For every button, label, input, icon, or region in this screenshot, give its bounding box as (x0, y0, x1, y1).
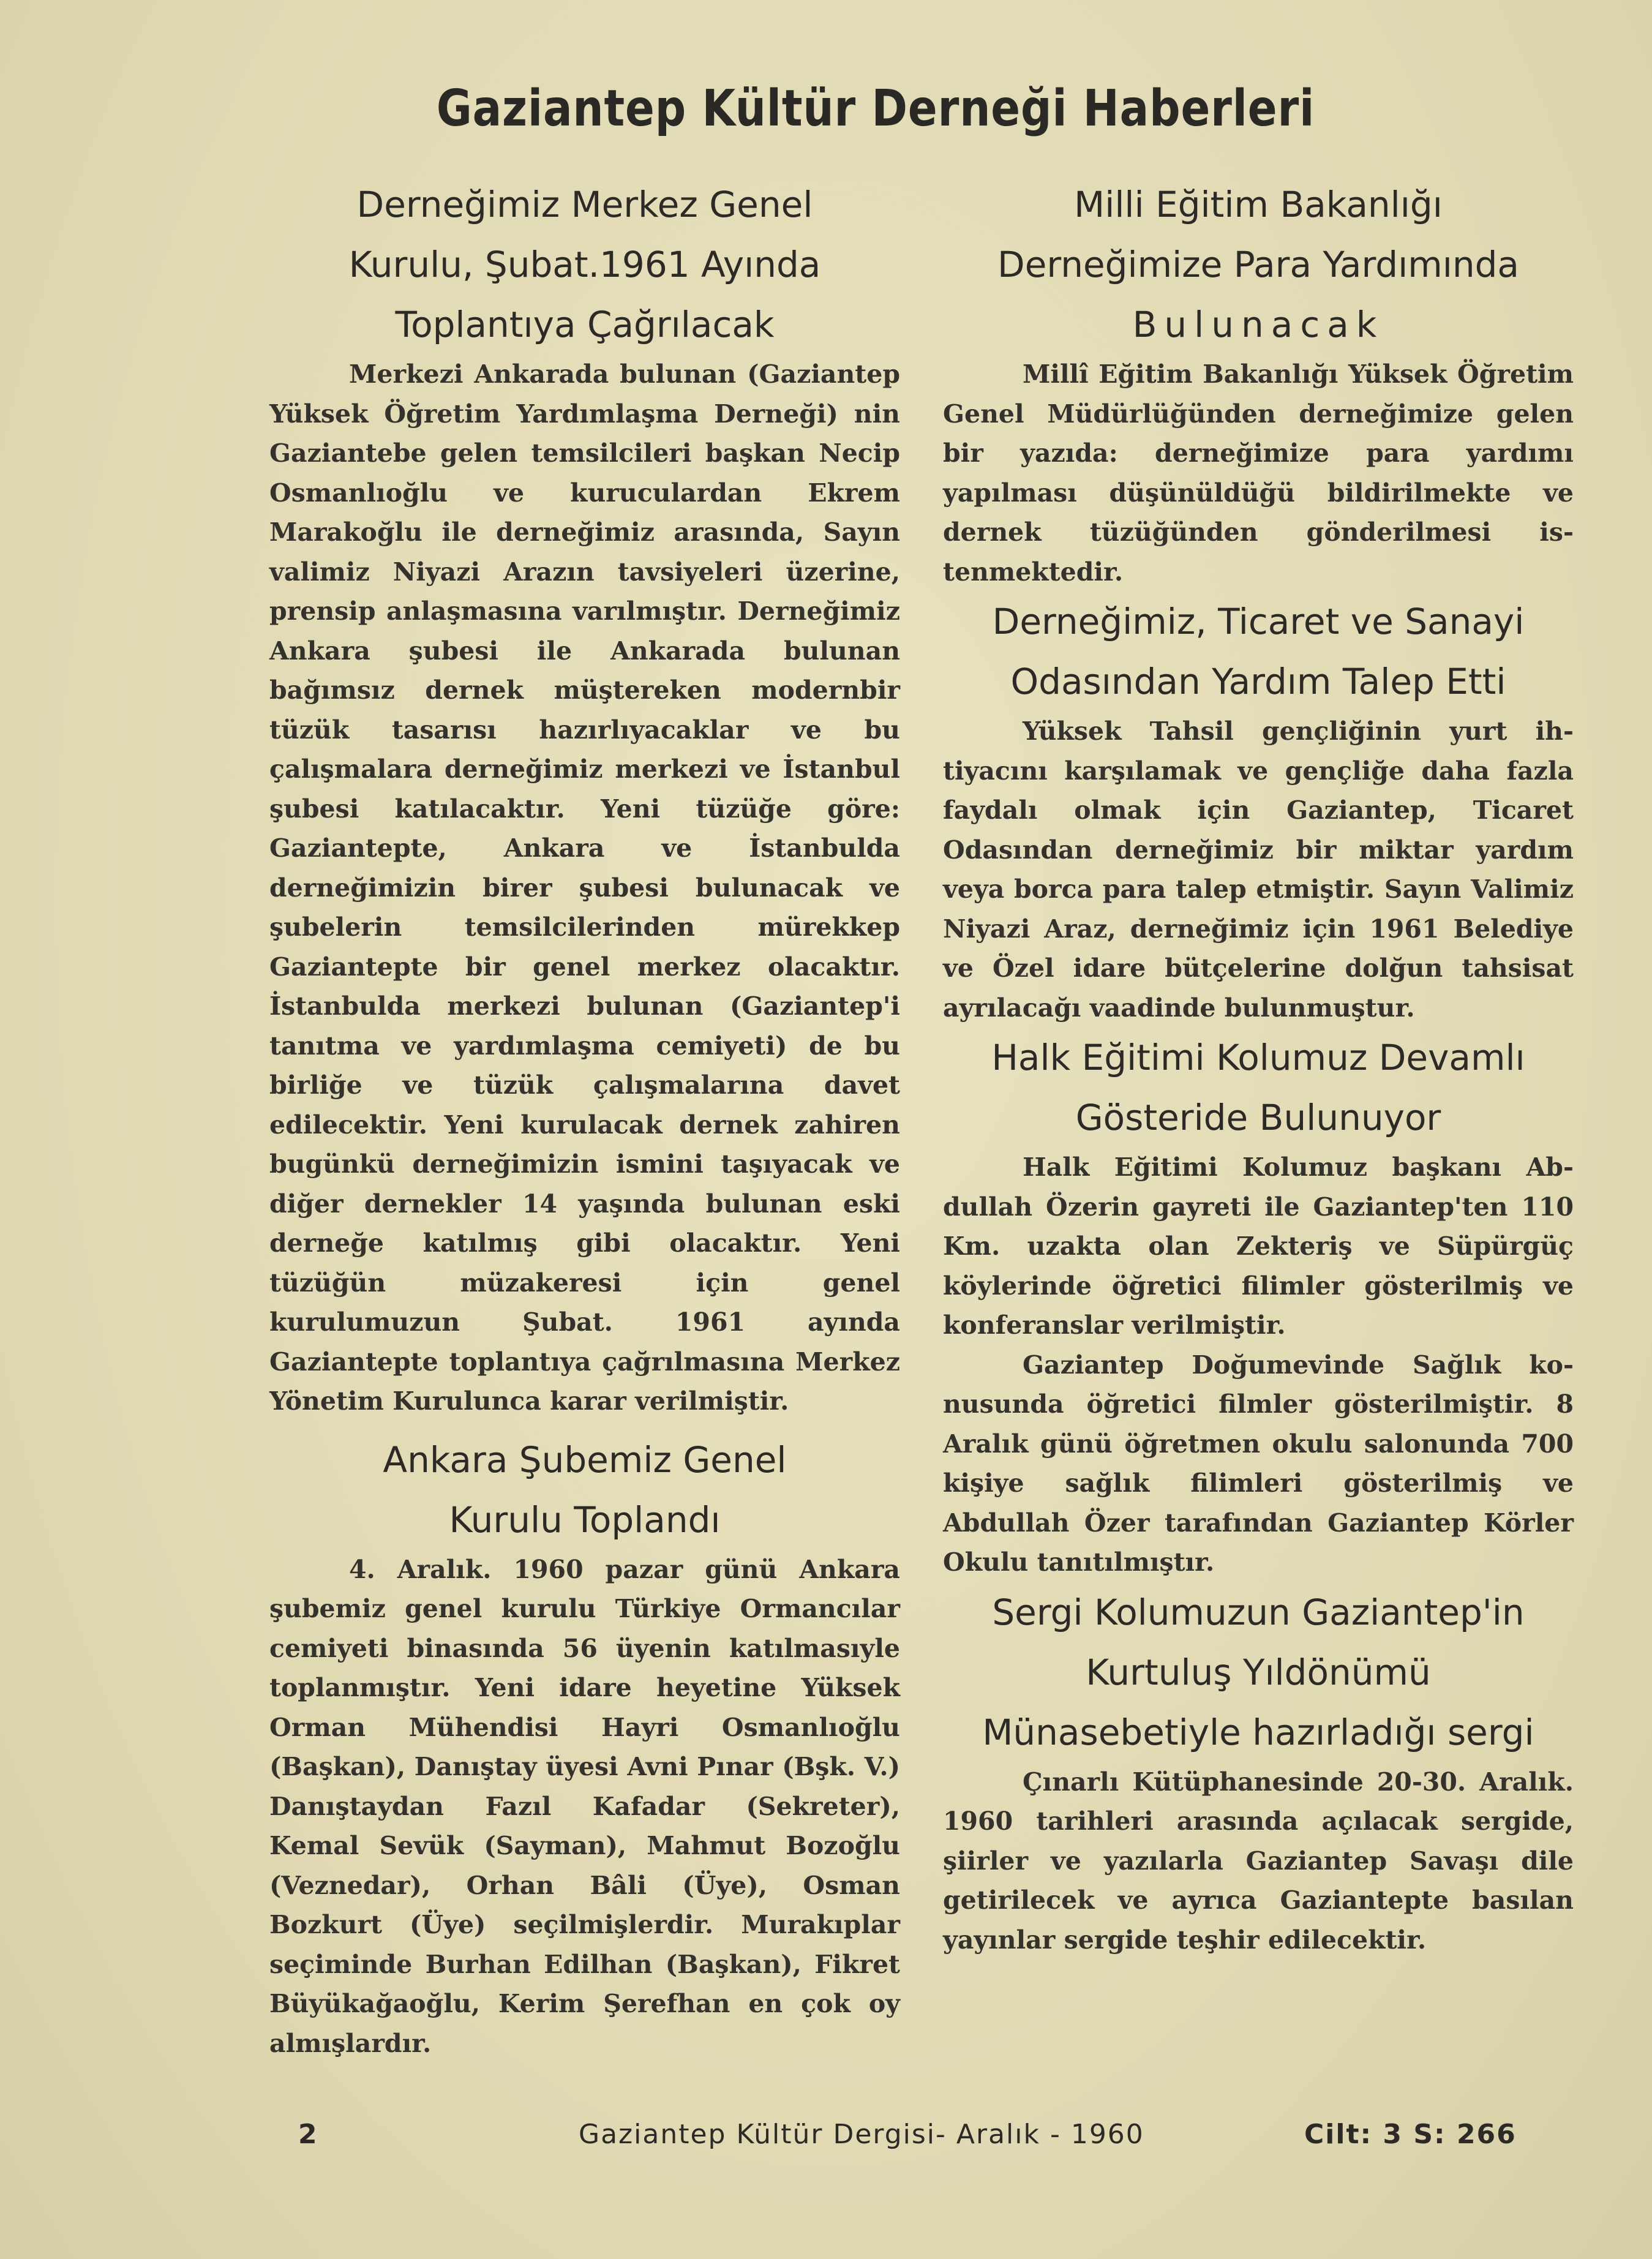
article-ticaret-odasi (943, 592, 1574, 1028)
article-title-line: Toplantıya Çağrılacak (395, 304, 775, 345)
article-body: 4. Aralık. 1960 pazar günü Ankara şubemiz genel kurulu Türkiye Ormancılar cemiyeti binasında 56 üyenin katılmasıyle toplanmıştır. Yeni idare heyetine Yüksek Orman Mühendisi Hayri Osmanlıoğlu (Başkan), Danıştay üyesi Avni Pınar (Bşk. V.) Danıştaydan Fazıl Kafadar (Sekreter), Kemal Sevük (Sayman), Mahmut Bozoğlu (Veznedar), Orhan Bâli (Üye), Osman Bozkurt (Üye) seçilmişlerdir. Murakıplar seçiminde Burhan Edilhan (Başkan), Fikret Büyükağaoğlu, Kerim Şerefhan en çok oy almışlardır. (269, 1554, 900, 2058)
left-column (269, 175, 900, 2063)
article-body: Çınarlı Kütüphanesinde 20-30. Aralık. 1960 tarihleri arasında açılacak sergide, şiirler ve yazılarla Gaziantep Savaşı dile getirilecek ve ayrıca Gaziantepte basılan yayınlar sergide teşhir edilecektir. (943, 1767, 1574, 1955)
article-body: Yüksek Tahsil gençliğinin yurt ihtiyacını karşılamak ve gençliğe daha fazla faydalı olmak için Gaziantep, Ticaret Odasından derneğimiz bir miktar yardım veya borca para talep etmiştir. Sayın Valimiz Niyazi Araz, derneğimiz için 1961 Belediye ve Özel idare bütçelerine dolğun tahsisat ayrılacağı vaadinde bulunmuştur. (943, 716, 1574, 1023)
right-column (943, 175, 1574, 1960)
article-body: Gaziantep Doğumevinde Sağlık konusunda öğretici filmler gösterilmiştir. 8 Aralık günü öğretmen okulu salonunda 700 kişiye sağlık filimleri gösterilmiş ve Abdullah Özer tarafından Gaziantep Körler Okulu tanıtılmıştır. (943, 1350, 1574, 1577)
article-body: Merkezi Ankarada bulunan (Gaziantep Yüksek Öğretim Yardımlaşma Derneği) nin Gaziantebe gelen temsilcileri başkan Necip Osmanlıoğlu ve kuruculardan Ekrem Marakoğlu ile derneğimiz arasında, Sayın valimiz Niyazi Arazın tavsiyeleri üzerine, prensip anlaşmasına varılmıştır. Derneğimiz Ankara şubesi ile Ankarada bulunan bağımsız dernek müştereken modernbir tüzük tasarısı hazırlıyacaklar ve bu çalışmalara derneğimiz merkezi ve İstanbul şubesi katılacaktır. Yeni tüzüğe göre: Gaziantepte, Ankara ve İstanbulda derneğimizin birer şubesi bulunacak ve şubelerin temsilcilerinden mürekkep Gaziantepte bir genel merkez olacaktır. İstanbulda merkezi bulunan (Gaziantep'i tanıtma ve yardımlaşma cemiyeti) de bu birliğe ve tüzük çalışmalarına davet edilecektir. Yeni kurulacak dernek zahiren bugünkü derneğimizin ismini taşıyacak ve diğer dernekler 14 yaşında bulunan eski derneğe katılmış gibi olacaktır. Yeni tüzüğün müzakeresi için genel kurulumuzun Şubat. 1961 ayında Gaziantepte toplantıya çağrılmasına Merkez Yönetim Kurulunca karar verilmiştir. (269, 359, 900, 1416)
journal-name: Gaziantep Kültür Dergisi- Aralık - 1960 (579, 2119, 1144, 2150)
article-title-line: Derneğimize Para Yardımında (997, 244, 1519, 285)
article-body: Halk Eğitimi Kolumuz başkanı Abdullah Özerin gayreti ile Gaziantep'ten 110 Km. uzakta olan Zekteriş ve Süpürgüç köylerinde öğretici filimler gösterilmiş ve konferanslar verilmiştir. (943, 1152, 1574, 1340)
article-title-line: Ankara Şubemiz Genel (383, 1438, 787, 1481)
article-halk-egitimi (943, 1028, 1574, 1582)
article-ankara-subemiz (269, 1430, 900, 2064)
article-title-line: Bulunacak (1132, 304, 1384, 345)
article-title-line: Derneğimiz, Ticaret ve Sanayi (992, 601, 1525, 642)
article-title-line: Milli Eğitim Bakanlığı (1074, 184, 1443, 225)
page-footer (0, 2119, 1652, 2162)
article-title-line: Gösteride Bulunuyor (1075, 1097, 1441, 1138)
article-title-line: Münasebetiyle hazırladığı sergi (982, 1711, 1534, 1753)
issue-info: Cilt: 3 S: 266 (1304, 2119, 1517, 2150)
article-title-line: Kurtuluş Yıldönümü (1086, 1651, 1431, 1693)
article-title-line: Sergi Kolumuzun Gaziantep'in (992, 1591, 1525, 1633)
article-milli-egitim (943, 175, 1574, 592)
article-title-line: Halk Eğitimi Kolumuz Devamlı (991, 1037, 1525, 1078)
article-title-line: Derneğimiz Merkez Genel (356, 184, 813, 225)
article-body: Millî Eğitim Bakanlığı Yüksek Öğretim Genel Müdürlüğünden derneğimize gelen bir yazıda: derneğimize para yardımı yapılması düşünüldüğü bildirilmekte ve dernek tüzüğünden gönderilmesi istenmektedir. (943, 359, 1574, 587)
page-number: 2 (298, 2119, 317, 2150)
article-merkez-genel-kurulu (269, 175, 900, 1421)
page-masthead: Gaziantep Kültür Derneği Haberleri (436, 80, 1315, 138)
article-title-line: Kurulu, Şubat.1961 Ayında (348, 244, 821, 285)
article-sergi-kolu (943, 1582, 1574, 1960)
article-title-line: Odasından Yardım Talep Etti (1010, 661, 1506, 702)
article-title-line: Kurulu Toplandı (449, 1498, 721, 1541)
